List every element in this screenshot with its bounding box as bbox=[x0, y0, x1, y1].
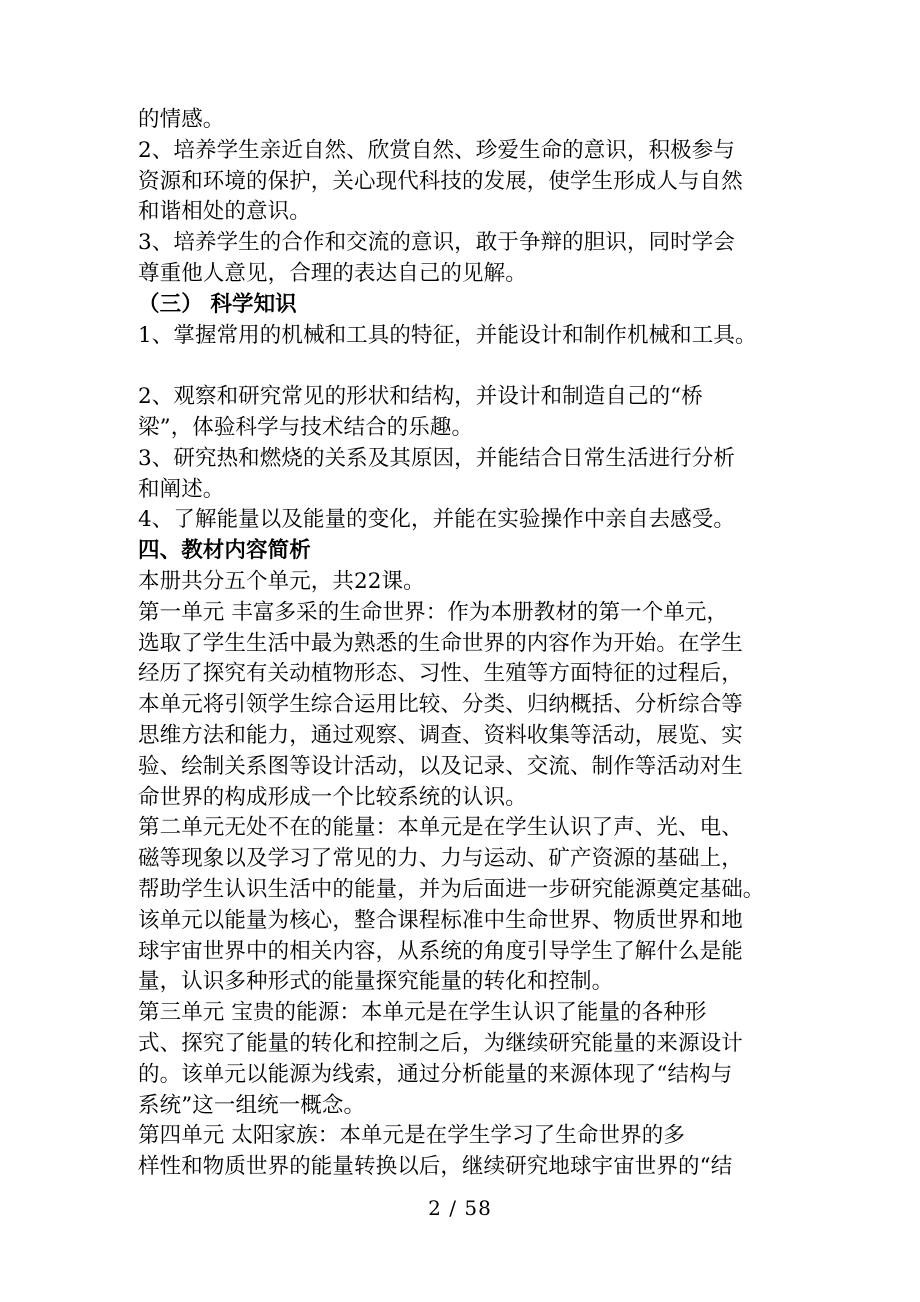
text-line: 尊重他人意见，合理的表达自己的见解。 bbox=[138, 260, 527, 286]
text-line: 本单元将引领学生综合运用比较、分类、归纳概括、分析综合等 bbox=[138, 692, 743, 718]
text-line: 量，认识多种形式的能量探究能量的转化和控制。 bbox=[138, 969, 614, 995]
section-heading-science-knowledge: （三） 科学知识 bbox=[138, 291, 297, 317]
text-line: 命世界的构成形成一个比较系统的认识。 bbox=[138, 784, 527, 810]
text-line: 2、观察和研究常见的形状和结构，并设计和制造自己的“桥 bbox=[138, 384, 703, 410]
text-line: 2、培养学生亲近自然、欣赏自然、珍爱生命的意识，积极参与 bbox=[138, 137, 735, 163]
text-line: 球宇宙世界中的相关内容，从系统的角度引导学生了解什么是能 bbox=[138, 938, 743, 964]
text-line: 资源和环境的保护，关心现代科技的发展，使学生形成人与自然 bbox=[138, 168, 743, 194]
text-line: 验、绘制关系图等设计活动，以及记录、交流、制作等活动对生 bbox=[138, 753, 743, 779]
page-number: 2 / 58 bbox=[428, 1196, 492, 1220]
text-line: 1、掌握常用的机械和工具的特征，并能设计和制作机械和工具。 bbox=[138, 322, 757, 348]
text-line: 和阐述。 bbox=[138, 476, 225, 502]
document-body bbox=[138, 105, 788, 1183]
text-line: 3、研究热和燃烧的关系及其原因，并能结合日常生活进行分析 bbox=[138, 445, 735, 471]
text-line: 3、培养学生的合作和交流的意识，敢于争辩的胆识，同时学会 bbox=[138, 230, 735, 256]
section-heading-textbook-analysis: 四、教材内容简析 bbox=[138, 538, 311, 564]
text-line: 系统”这一组统一概念。 bbox=[138, 1092, 366, 1118]
text-line: 梁”，体验科学与技术结合的乐趣。 bbox=[138, 414, 474, 440]
text-line: 磁等现象以及学习了常见的力、力与运动、矿产资源的基础上， bbox=[138, 846, 743, 872]
text-line: 本册共分五个单元，共22课。 bbox=[138, 568, 425, 594]
text-line: 第三单元 宝贵的能源：本单元是在学生认识了能量的各种形 bbox=[138, 1000, 707, 1026]
text-line: 4、了解能量以及能量的变化，并能在实验操作中亲自去感受。 bbox=[138, 507, 735, 533]
text-line: 选取了学生生活中最为熟悉的生命世界的内容作为开始。在学生 bbox=[138, 630, 743, 656]
text-line: 第四单元 太阳家族：本单元是在学生学习了生命世界的多 bbox=[138, 1123, 685, 1149]
text-line: 样性和物质世界的能量转换以后，继续研究地球宇宙世界的“结 bbox=[138, 1154, 733, 1180]
text-line: 帮助学生认识生活中的能量，并为后面进一步研究能源奠定基础。 bbox=[138, 876, 765, 902]
text-line: 式、探究了能量的转化和控制之后，为继续研究能量的来源设计 bbox=[138, 1030, 743, 1056]
text-line: 思维方法和能力，通过观察、调查、资料收集等活动，展览、实 bbox=[138, 722, 743, 748]
text-line: 的。该单元以能源为线索，通过分析能量的来源体现了“结构与 bbox=[138, 1061, 733, 1087]
text-line: 的情感。 bbox=[138, 107, 225, 132]
blank-line bbox=[138, 351, 788, 382]
text-line: 该单元以能量为核心，整合课程标准中生命世界、物质世界和地 bbox=[138, 907, 743, 933]
text-line: 和谐相处的意识。 bbox=[138, 199, 311, 225]
text-line: 经历了探究有关动植物形态、习性、生殖等方面特征的过程后， bbox=[138, 661, 743, 687]
text-line: 第二单元无处不在的能量：本单元是在学生认识了声、光、电、 bbox=[138, 815, 743, 841]
text-line: 第一单元 丰富多采的生命世界：作为本册教材的第一个单元， bbox=[138, 599, 729, 625]
